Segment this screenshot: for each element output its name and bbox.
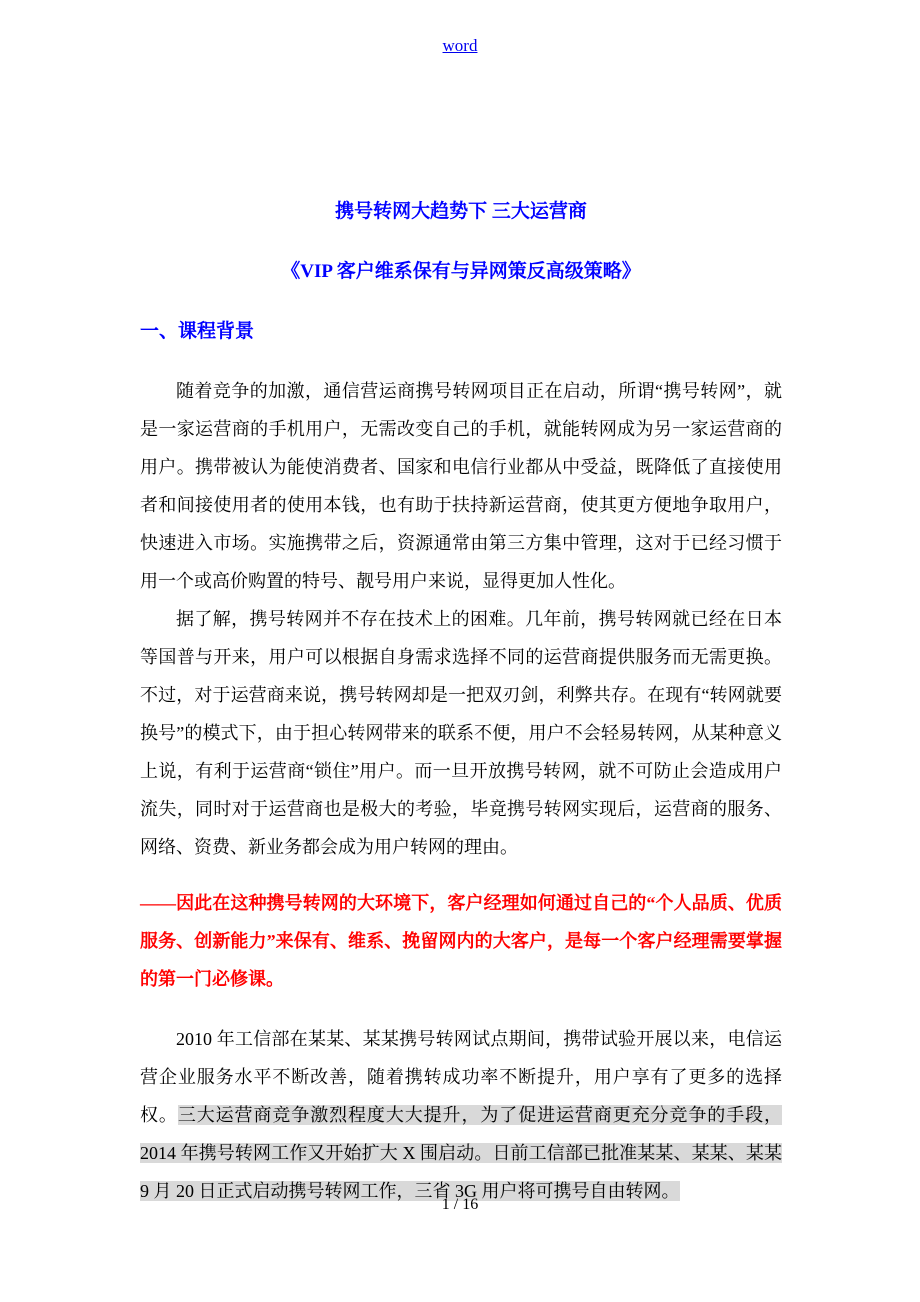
word-header-link[interactable]: word [442,36,478,55]
section-heading-course-background: 一、课程背景 [140,321,255,342]
document-content [140,200,782,1210]
doc-title-line1: 携号转网大趋势下 三大运营商 [335,201,587,222]
page-number: 1 / 16 [441,1196,479,1213]
paragraph-3-normal-text: 2010 年工信部在某某、某某携号转网试点期间，携带试验开展以来，电信运营企业服务水平不断改善，随着携转成功率不断提升，用户享有了更多的选择权。 [140,1029,782,1125]
paragraph-1: 随着竞争的加激，通信营运商携号转网项目正在启动，所谓“携号转网”，就是一家运营商的手机用户，无需改变自己的手机，就能转网成为另一家运营商的用户。携带被认为能使消费者、国家和电信行业都从中受益，既降低了直接使用者和间接使用者的使用本钱，也有助于扶持新运营商，使其更方便地争取用户，快速进入市场。实施携带之后，资源通常由第三方集中管理，这对于已经习惯于用一个或高价购置的特号、靓号用户来说，显得更加人性化。 [140,381,782,591]
doc-title-line2: 《VIP 客户维系保有与异网策反高级策略》 [281,261,641,282]
paragraph-emphasis-red: ——因此在这种携号转网的大环境下，客户经理如何通过自己的“个人品质、优质服务、创新能力”来保有、维系、挽留网内的大客户，是每一个客户经理需要掌握的第一门必修课。 [140,893,782,989]
paragraph-2: 据了解，携号转网并不存在技术上的困难。几年前，携号转网就已经在日本等国普与开来，用户可以根据自身需求选择不同的运营商提供服务而无需更换。不过，对于运营商来说，携号转网却是一把双刃剑，利弊共存。在现有“转网就要换号”的模式下，由于担心转网带来的联系不便，用户不会轻易转网，从某种意义上说，有利于运营商“锁住”用户。而一旦开放携号转网，就不可防止会造成用户流失，同时对于运营商也是极大的考验，毕竟携号转网实现后，运营商的服务、网络、资费、新业务都会成为用户转网的理由。 [140,609,782,857]
paragraph-3-highlighted-text: 三大运营商竞争激烈程度大大提升，为了促进运营商更充分竞争的手段，2014 年携号转网工作又开始扩大 X 围启动。日前工信部已批准某某、某某、某某 9 月 20 日正式启动携号转网工作，三省 3G 用户将可携号自由转网。 [140,1105,783,1201]
paragraph-3 [140,1020,782,1210]
